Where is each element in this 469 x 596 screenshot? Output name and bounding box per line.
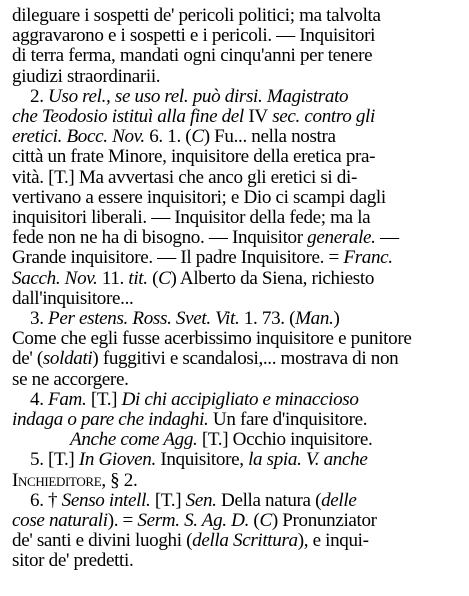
italic-text: Fam. [48, 389, 87, 410]
text-run: ) Fu... nella nostra [203, 127, 336, 148]
text-line [12, 471, 459, 491]
italic-text: Anche come Agg. [70, 430, 198, 451]
text-run: 11. [97, 268, 129, 289]
text-run: ) Pronunziator [271, 511, 377, 532]
italic-text: indaga o pare che indaghi. [12, 410, 209, 431]
text-run: dall'inquisitore... [12, 288, 134, 309]
text-line [12, 168, 459, 188]
italic-text: Serm. S. Ag. D. [137, 511, 249, 532]
italic-text: Per estens. Ross. Svet. Vit. [48, 309, 240, 330]
italic-text: Sacch. Nov. [12, 268, 98, 289]
italic-text: eretici. Bocc. Nov. [12, 127, 145, 148]
text-run: ) [333, 309, 340, 330]
text-line [12, 107, 459, 127]
italic-text: tit. [128, 268, 148, 289]
italic-text: Di chi accipigliato e minaccioso [121, 389, 359, 410]
text-line [12, 450, 459, 470]
text-run: di terra ferma, mandati ogni cinqu'anni per tenere [12, 46, 373, 67]
text-line [12, 410, 459, 430]
text-run: Grande inquisitore. — Il padre Inquisitore. = [12, 248, 344, 269]
text-run: inquisitori liberali. — Inquisitor della fede; ma la [12, 208, 371, 229]
text-run: Inquisitore, [155, 450, 249, 471]
text-run: de' ( [12, 349, 43, 370]
italic-text: Franc. [343, 248, 393, 269]
text-line [12, 531, 459, 551]
entry-text [12, 6, 459, 572]
italic-text: In Gioven. [78, 450, 156, 471]
text-run: Della natura ( [216, 490, 322, 511]
text-run: de' santi e divini luoghi ( [12, 531, 193, 552]
italic-text: Sen. [185, 490, 217, 511]
text-run: ) fuggitivi e scandalosi,... mostrava di non [92, 349, 399, 370]
text-line [12, 289, 459, 309]
text-run: ( [249, 511, 260, 532]
text-line [12, 147, 459, 167]
text-line [12, 349, 459, 369]
text-line [12, 309, 459, 329]
text-run: Un fare d'inquisitore. [208, 410, 368, 431]
text-line [12, 370, 459, 390]
text-run: città un frate Minore, inquisitore della eretica pra- [12, 147, 376, 168]
italic-text: sec. contro gli [267, 107, 375, 128]
italic-text: generale. [307, 228, 376, 249]
text-line [12, 6, 459, 26]
text-run: 6. 1. ( [144, 127, 192, 148]
text-line [12, 67, 459, 87]
text-run: vità. [T.] Ma avvertasi che anco gli eretici si di- [12, 167, 357, 188]
text-run: ( [147, 268, 159, 289]
text-run: 1. 73. ( [239, 309, 296, 330]
text-run: dileguare i sospetti de' pericoli politici; ma talvolta [12, 6, 381, 26]
text-line [12, 551, 459, 571]
text-run: 6. † [30, 490, 62, 511]
text-run: 2. [30, 86, 49, 107]
text-run: giudizi straordinarii. [12, 66, 161, 87]
text-run: , § 2. [101, 470, 138, 491]
text-line [12, 188, 459, 208]
small-caps-text: Inchieditore [12, 470, 102, 491]
italic-text: C [158, 268, 171, 289]
text-line [12, 26, 459, 46]
italic-text: della Scrittura [192, 531, 298, 552]
italic-text: Senso intell. [61, 490, 151, 511]
italic-text: delle [321, 490, 357, 511]
italic-text: che Teodosio istituì alla fine del [12, 107, 249, 128]
italic-text: soldati [42, 349, 93, 370]
text-run: 5. [T.] [30, 450, 79, 471]
text-run: sitor de' predetti. [12, 551, 134, 572]
text-run: fede non ne ha di bisogno. — Inquisitor [12, 228, 308, 249]
text-run: — [375, 228, 399, 249]
text-line [12, 511, 459, 531]
text-run: IV [248, 107, 268, 128]
italic-text: Uso rel., se uso rel. può dirsi. Magistrato [48, 86, 349, 107]
text-line [12, 228, 459, 248]
text-run: [T.] [150, 490, 186, 511]
text-run: [T.] [86, 389, 122, 410]
text-line [12, 127, 459, 147]
text-run: ). = [107, 511, 138, 532]
italic-text: Man. [295, 309, 334, 330]
text-line [12, 430, 459, 450]
text-line [12, 208, 459, 228]
text-run: aggravarono e i sospetti e i pericoli. — Inquisitori [12, 26, 376, 47]
italic-text: la spia. V. anche [248, 450, 368, 471]
text-line [12, 248, 459, 268]
text-run: 3. [30, 309, 49, 330]
italic-text: cose naturali [12, 511, 108, 532]
text-run: vertivano a essere inquisitori; e Dio ci scampi dagli [12, 187, 386, 208]
text-run: [T.] Occhio inquisitore. [197, 430, 373, 451]
italic-text: C [191, 127, 204, 148]
italic-text: C [259, 511, 272, 532]
text-line [12, 491, 459, 511]
text-line [12, 87, 459, 107]
text-run: ), e inqui- [297, 531, 369, 552]
text-run: ) Alberto da Siena, richiesto [170, 268, 375, 289]
text-line [12, 390, 459, 410]
text-line [12, 46, 459, 66]
text-run: 4. [30, 389, 49, 410]
text-line [12, 269, 459, 289]
text-line [12, 329, 459, 349]
text-run: se ne accorgere. [12, 369, 129, 390]
text-run: Come che egli fusse acerbissimo inquisitore e punitore [12, 329, 412, 350]
